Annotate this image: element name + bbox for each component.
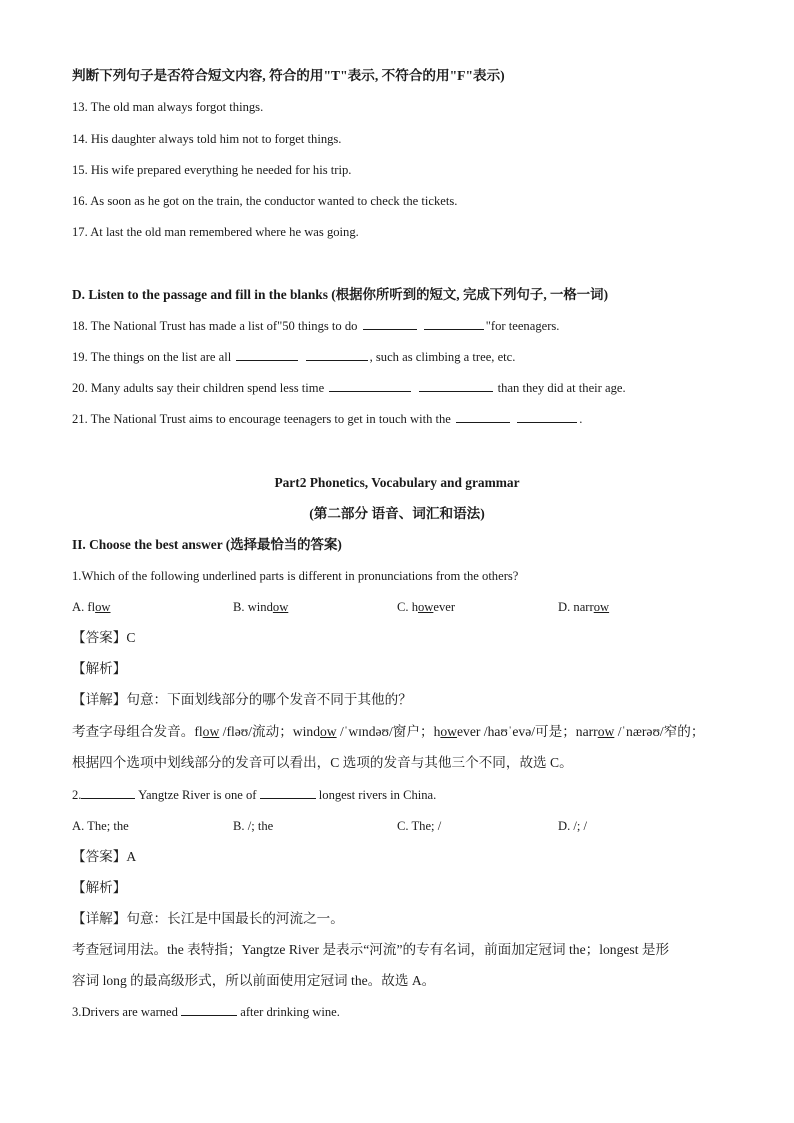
q2-option-b[interactable]: B. /; the <box>233 819 274 833</box>
q1-explanation-1 <box>72 723 704 741</box>
question-17: 17. At last the old man remembered where he was going. <box>72 225 359 239</box>
option-underline: ow <box>418 600 434 614</box>
question-19 <box>72 348 515 366</box>
stem-text: 3.Drivers are warned <box>72 1005 182 1019</box>
stem-text: 2. <box>72 788 82 802</box>
explain-text: /ˈnærəʊ/窄的； <box>614 724 705 739</box>
question-18-tail: "for teenagers. <box>485 319 560 333</box>
answer-blank[interactable] <box>236 348 298 361</box>
answer-blank[interactable] <box>329 379 411 392</box>
question-21-tail: . <box>579 412 583 426</box>
question-20-text: 20. Many adults say their children spend less time <box>72 381 325 395</box>
stem-text: after drinking wine. <box>237 1005 340 1019</box>
q1-option-a[interactable] <box>72 598 111 616</box>
question-15: 15. His wife prepared everything he needed for his trip. <box>72 163 352 177</box>
answer-blank[interactable] <box>363 317 417 330</box>
q1-detail: 【详解】句意：下面划线部分的哪个发音不同于其他的？ <box>72 692 412 707</box>
question-20 <box>72 379 626 397</box>
option-text: fl <box>87 600 96 614</box>
q1-option-b[interactable] <box>233 598 288 616</box>
answer-blank[interactable] <box>456 410 510 423</box>
stem-text: longest rivers in China. <box>315 788 437 802</box>
stem-text: Yangtze River is one of <box>135 788 260 802</box>
q2-explanation-1: 考查冠词用法。the 表特指；Yangtze River 是表示“河流”的专有名词，前面加定冠词 the；longest 是形 <box>72 942 670 957</box>
question-19-text: 19. The things on the list are all <box>72 350 232 364</box>
explain-text: /fləʊ/流动；wind <box>219 724 320 739</box>
question-16: 16. As soon as he got on the train, the conductor wanted to check the tickets. <box>72 194 458 208</box>
q2-option-c[interactable]: C. The; / <box>397 819 442 833</box>
answer-blank[interactable] <box>181 1003 237 1016</box>
option-underline: ow <box>593 600 610 614</box>
option-letter: D. <box>558 600 574 614</box>
q1-explanation-2: 根据四个选项中划线部分的发音可以看出，C 选项的发音与其他三个不同，故选 C。 <box>72 755 573 770</box>
explain-underline: ow <box>440 724 457 739</box>
q1-analysis-label: 【解析】 <box>72 661 127 676</box>
question-20-tail: than they did at their age. <box>497 381 626 395</box>
explain-underline: ow <box>320 724 337 739</box>
option-text: narr <box>573 600 594 614</box>
question-19-tail: , such as climbing a tree, etc. <box>369 350 516 364</box>
option-letter: B. <box>233 600 248 614</box>
question-18-text: 18. The National Trust has made a list of"50 things to do <box>72 319 358 333</box>
answer-blank[interactable] <box>517 410 577 423</box>
option-text: wind <box>247 600 273 614</box>
option-underline: ow <box>272 600 289 614</box>
q2-option-d[interactable]: D. /; / <box>558 819 588 833</box>
section-d-heading: D. Listen to the passage and fill in the blanks (根据你所听到的短文, 完成下列句子, 一格一词) <box>72 287 609 302</box>
q2-detail: 【详解】句意：长江是中国最长的河流之一。 <box>72 911 344 926</box>
explain-underline: ow <box>202 724 220 739</box>
explain-text: 考查字母组合发音。fl <box>72 724 203 739</box>
part2-subtitle: (第二部分 语音、词汇和语法) <box>309 506 485 521</box>
question-1-stem: 1.Which of the following underlined parts is different in pronunciations from the others? <box>72 569 519 583</box>
answer-blank[interactable] <box>424 317 484 330</box>
question-3-stem <box>72 1003 340 1021</box>
question-21 <box>72 410 582 428</box>
part2-title: Part2 Phonetics, Vocabulary and grammar <box>274 475 520 490</box>
option-underline: ow <box>95 600 111 614</box>
option-letter: A. <box>72 600 88 614</box>
q1-option-c[interactable] <box>397 598 455 616</box>
option-letter: C. <box>397 600 412 614</box>
option-text: ever <box>433 600 456 614</box>
question-21-text: 21. The National Trust aims to encourage teenagers to get in touch with the <box>72 412 451 426</box>
question-13: 13. The old man always forgot things. <box>72 100 264 114</box>
answer-blank[interactable] <box>260 786 316 799</box>
section-ii-heading: II. Choose the best answer (选择最恰当的答案) <box>72 537 342 552</box>
q2-option-a[interactable]: A. The; the <box>72 819 129 833</box>
q1-option-d[interactable] <box>558 598 609 616</box>
q2-analysis-label: 【解析】 <box>72 880 127 895</box>
explain-text: /ˈwɪndəʊ/窗户；h <box>336 724 441 739</box>
explain-underline: ow <box>597 724 615 739</box>
q2-explanation-2: 容词 long 的最高级形式，所以前面使用定冠词 the。故选 A。 <box>72 973 436 988</box>
explain-text: ever /haʊˈevə/可是；narr <box>457 724 598 739</box>
question-14: 14. His daughter always told him not to forget things. <box>72 132 342 146</box>
q2-answer: 【答案】A <box>72 849 137 864</box>
q1-answer: 【答案】C <box>72 630 136 645</box>
answer-blank[interactable] <box>419 379 493 392</box>
question-2-stem <box>72 786 436 804</box>
question-18 <box>72 317 559 335</box>
answer-blank[interactable] <box>306 348 368 361</box>
section-c-instruction: 判断下列句子是否符合短文内容, 符合的用"T"表示, 不符合的用"F"表示) <box>72 68 505 83</box>
option-text: h <box>411 600 418 614</box>
answer-blank[interactable] <box>81 786 135 799</box>
